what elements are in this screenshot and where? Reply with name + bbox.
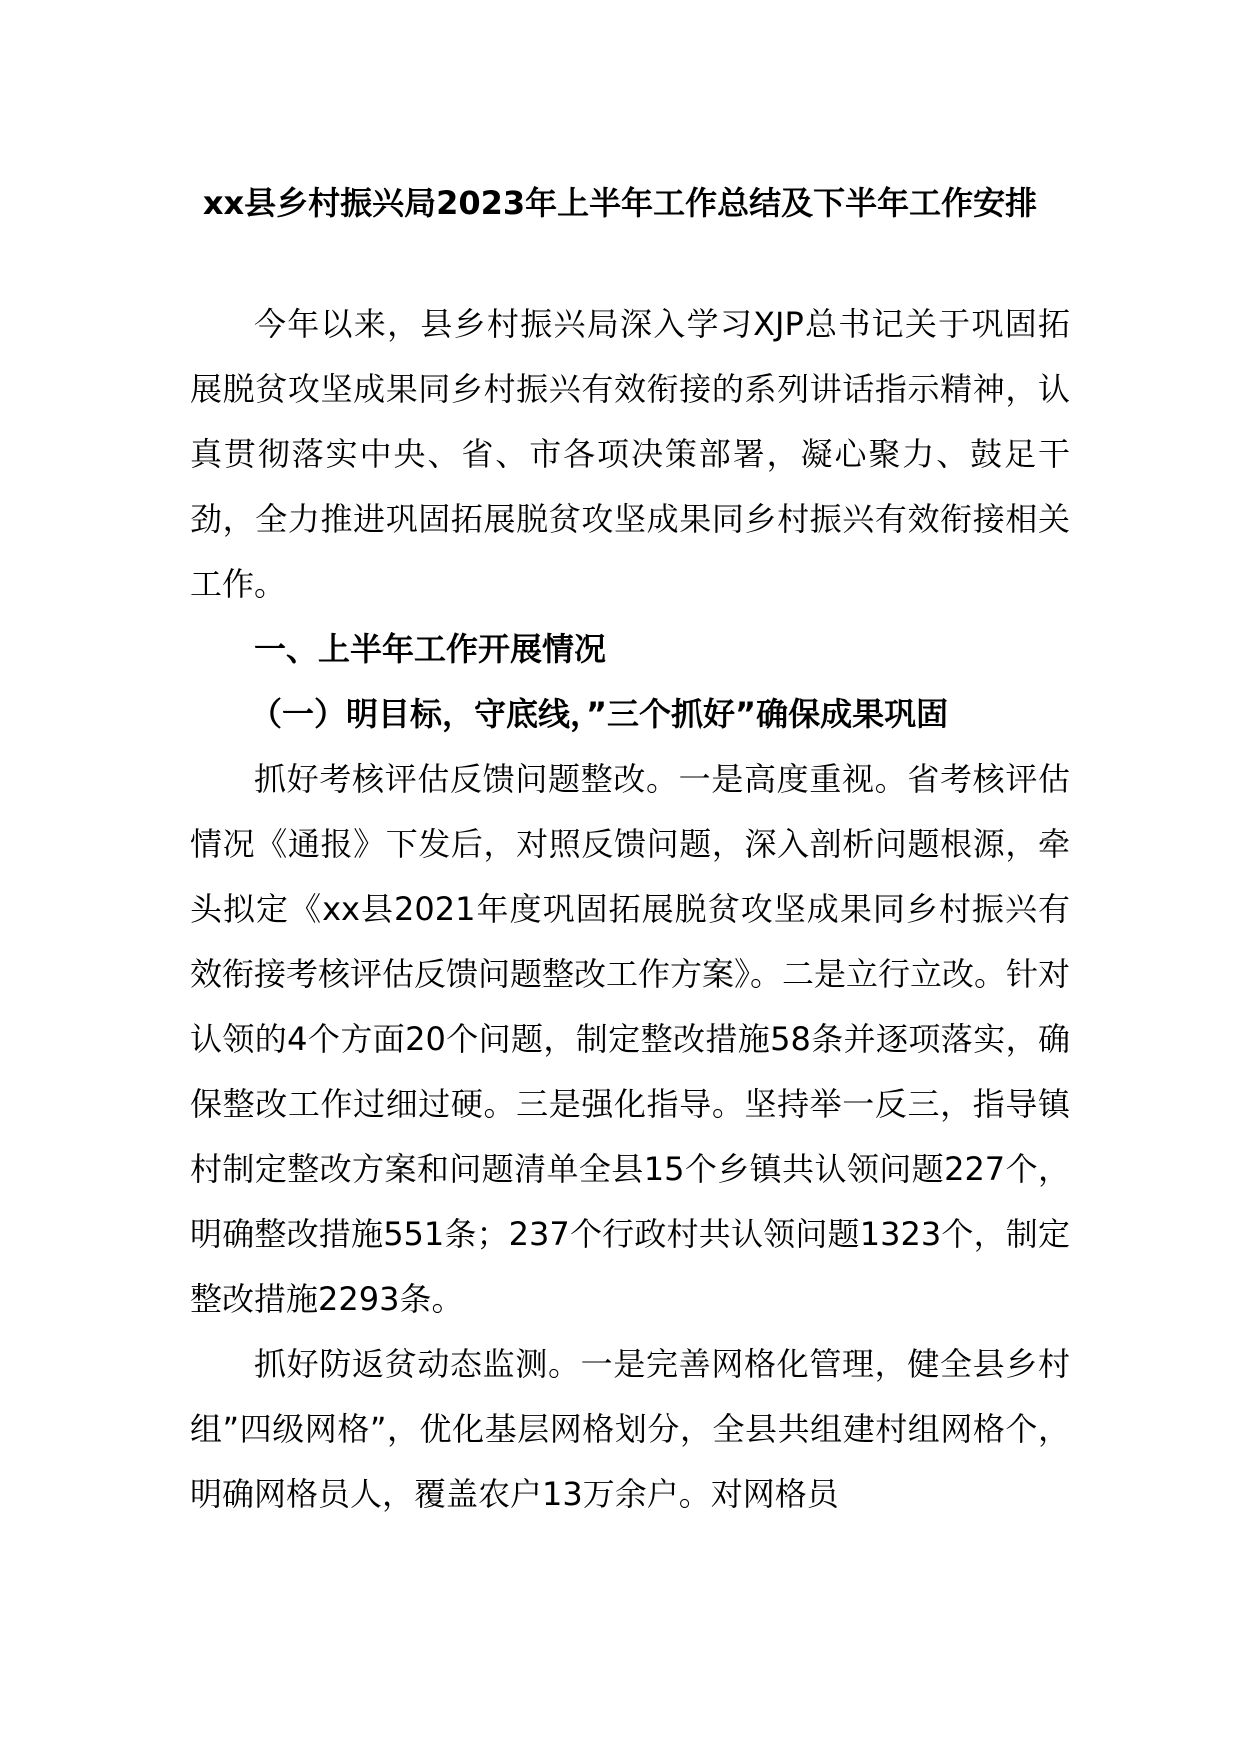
- intro-paragraph: 今年以来，县乡村振兴局深入学习XJP总书记关于巩固拓展脱贫攻坚成果同乡村振兴有效衔接的系列讲话指示精神，认真贯彻落实中央、省、市各项决策部署，凝心聚力、鼓足干劲，全力推进巩固拓展脱贫攻坚成果同乡村振兴有效衔接相关工作。: [190, 305, 1070, 603]
- subsection-heading-goals: （一）明目标，守底线，”三个抓好”确保成果巩固: [250, 695, 949, 733]
- document-title: xx县乡村振兴局2023年上半年工作总结及下半年工作安排: [202, 184, 1038, 222]
- document-body: [190, 292, 1070, 1527]
- poverty-monitoring-paragraph: 抓好防返贫动态监测。一是完善网格化管理，健全县乡村组”四级网格”，优化基层网格划分，全县共组建村组网格个，明确网格员人，覆盖农户13万余户。对网格员: [190, 1345, 1070, 1513]
- assessment-rectification-paragraph: 抓好考核评估反馈问题整改。一是高度重视。省考核评估情况《通报》下发后，对照反馈问题，深入剖析问题根源，牵头拟定《xx县2021年度巩固拓展脱贫攻坚成果同乡村振兴有效衔接考核评估反馈问题整改工作方案》。二是立行立改。针对认领的4个方面20个问题，制定整改措施58条并逐项落实，确保整改工作过细过硬。三是强化指导。坚持举一反三，指导镇村制定整改方案和问题清单全县15个乡镇共认领问题227个，明确整改措施551条；237个行政村共认领问题1323个，制定整改措施2293条。: [190, 760, 1071, 1318]
- section-heading-first-half: 一、上半年工作开展情况: [254, 630, 607, 668]
